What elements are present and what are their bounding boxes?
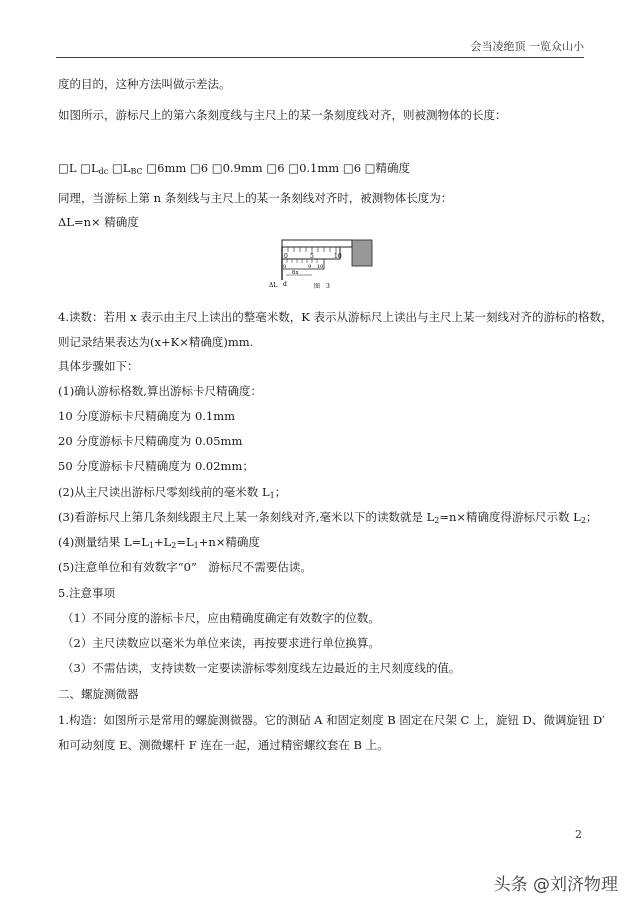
vernier-caliper-figure (268, 238, 376, 304)
formula-part-b: □L (108, 161, 131, 175)
paragraph-line-23: 和可动刻度 E、测微螺杆 F 连在一起，通过精密螺纹套在 B 上。 (58, 738, 389, 752)
paragraph-line-16: (5)注意单位和有效数字“0” 游标尺不需要估读。 (58, 560, 312, 574)
vernier-label-10: 10 (317, 264, 324, 270)
page-number: 2 (575, 828, 582, 841)
paragraph-line-10: 10 分度游标卡尺精确度为 0.1mm (58, 409, 236, 423)
paragraph-line-13: (2)从主尺读出游标尺零刻线前的毫米数 $L_1$； (58, 485, 287, 500)
scale-label-10: 10 (334, 253, 342, 260)
main-scale-bar (282, 240, 352, 247)
paragraph-line-9: (1)确认游标格数,算出游标卡尺精确度： (58, 384, 262, 398)
formula-part-c: □6mm □6 □0.9mm □6 □0.1mm □6 □精确度 (142, 161, 411, 175)
offset-label: 6x (292, 270, 299, 276)
paragraph-line-5: ΔL=n× 精确度 (58, 215, 139, 229)
scale-label-5: 5 (310, 253, 314, 260)
object-block (352, 240, 372, 266)
d-label: d (283, 281, 287, 288)
paragraph-line-14: (3)看游标尺上第几条刻线跟主尺上某一条刻线对齐,毫米以下的读数就是 $L_2=n\times$精确度得游标尺示数 $L_2$； (58, 510, 598, 525)
paragraph-line-11: 20 分度游标卡尺精确度为 0.05mm (58, 434, 243, 448)
note-item-3: （3）不需估读，支持读数一定要读游标零刻度线左边最近的主尺刻度线的值。 (62, 661, 461, 675)
note-item-1: （1）不同分度的游标卡尺，应由精确度确定有效数字的位数。 (62, 611, 380, 625)
paragraph-line-12: 50 分度游标卡尺精确度为 0.02mm； (58, 459, 254, 473)
paragraph-line-2: 如图所示，游标尺上的第六条刻度线与主尺上的某一条刻度线对齐，则被测物体的长度： (58, 108, 507, 122)
delta-l-label: ΔL (269, 282, 278, 289)
paragraph-line-1: 度的目的，这种方法叫做示差法。 (58, 77, 231, 91)
figure-caption: 图 3 (314, 283, 330, 290)
vernier-label-0: 0 (283, 264, 287, 270)
page-header-title: 会当凌绝顶 一览众山小 (470, 40, 584, 53)
vernier-label-9: 9 (308, 264, 312, 270)
section-heading-notes: 5.注意事项 (58, 586, 115, 600)
paragraph-line-7: 则记录结果表达为(x+K×精确度)mm. (58, 335, 254, 349)
scale-label-0: 0 (284, 253, 288, 260)
paragraph-line-22: 1.构造：如图所示是常用的螺旋测微器。它的测砧 A 和固定刻度 B 固定在尺架 C 上，旋钮 D、微调旋钮 D′ (58, 713, 605, 727)
note-item-2: （2）主尺读数应以毫米为单位来读，再按要求进行单位换算。 (62, 636, 380, 650)
watermark-text: 头条 @刘济物理 (493, 875, 618, 895)
header-divider (56, 57, 584, 58)
paragraph-line-8: 具体步骤如下： (58, 359, 139, 373)
formula-line (58, 160, 586, 176)
paragraph-line-15: (4)测量结果 $L=L_1+L_2=L_1+n\times$精确度 (58, 535, 260, 550)
formula-sub-bc: BC (130, 167, 143, 176)
paragraph-line-6: 4.读数：若用 x 表示由主尺上读出的整毫米数，K 表示从游标尺上读出与主尺上某一刻线对齐的游标的格数， (58, 310, 613, 324)
formula-part-a: □L □L (58, 161, 99, 175)
formula-sub-dc: dc (98, 167, 109, 176)
paragraph-line-4: 同理，当游标上第 n 条刻线与主尺上的某一条刻线对齐时，被测物体长度为： (58, 191, 453, 205)
section-heading-micrometer: 二、螺旋测微器 (58, 687, 139, 701)
